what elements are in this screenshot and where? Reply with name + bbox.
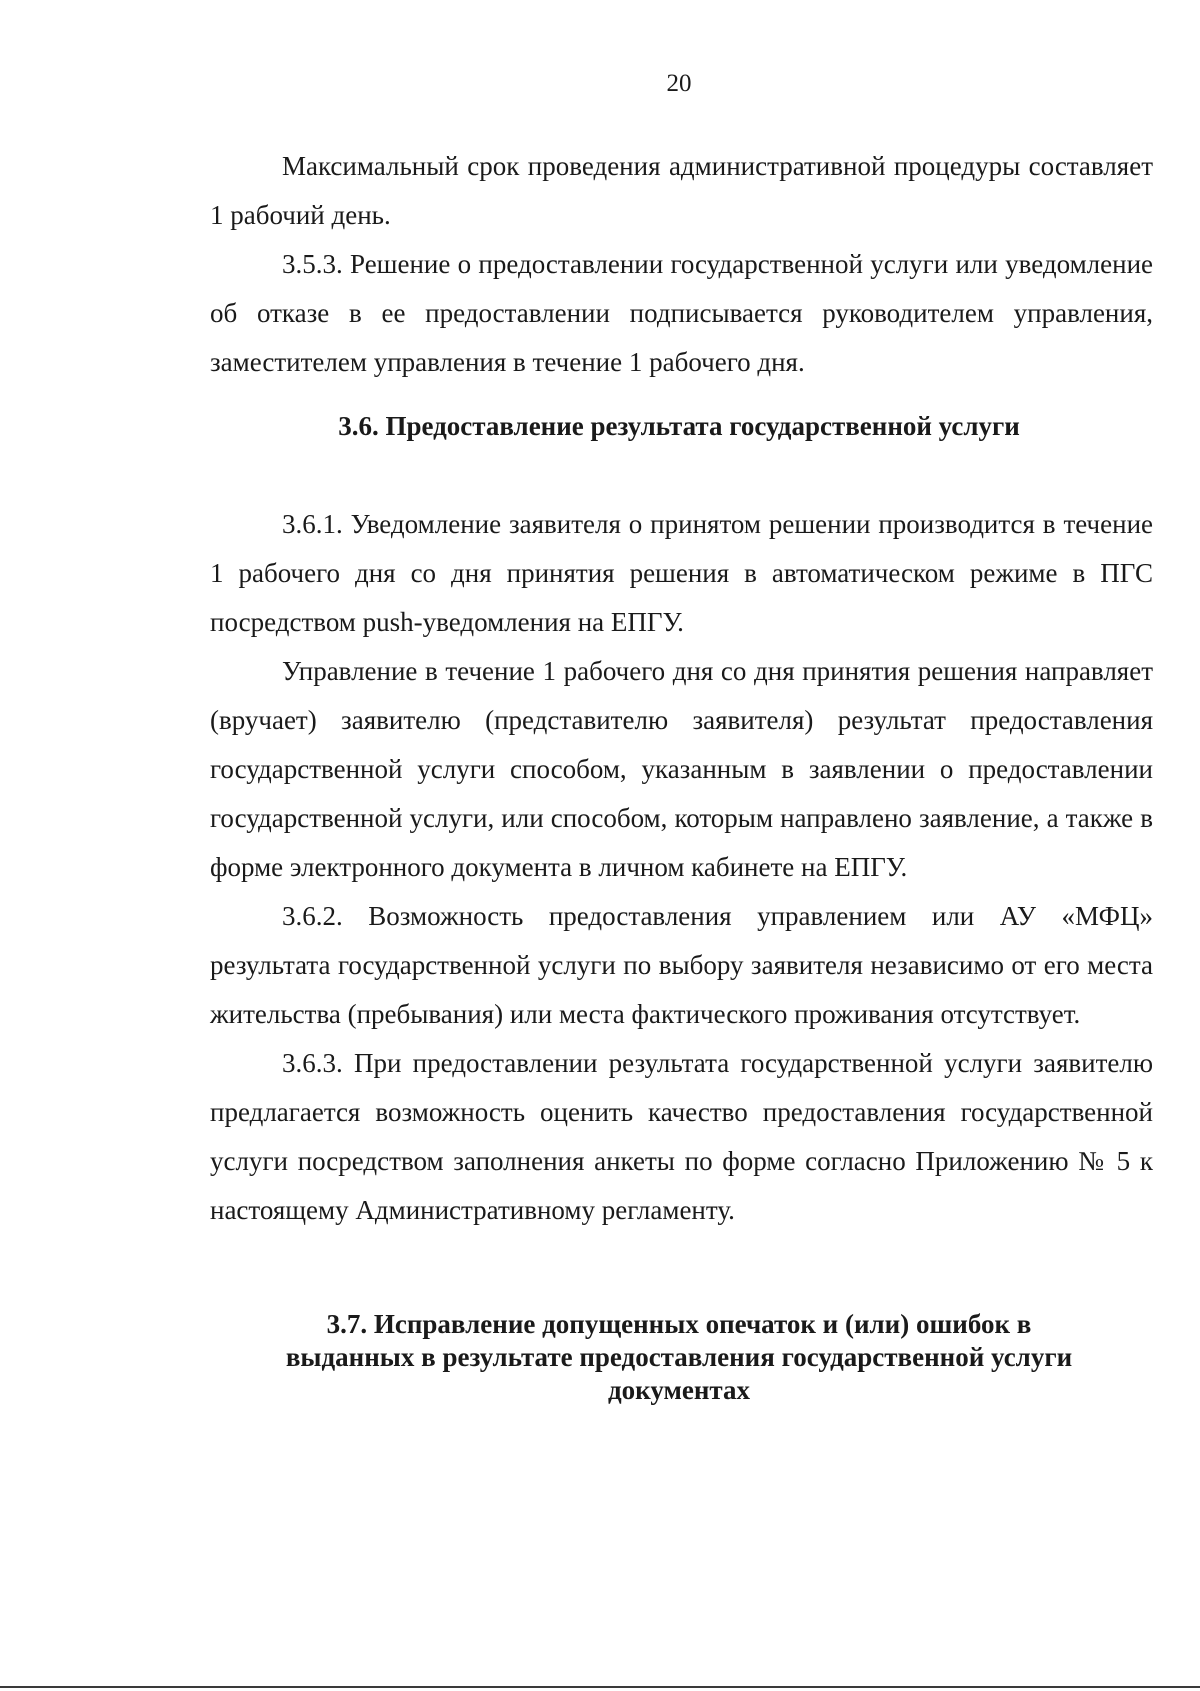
page-number: 20	[666, 70, 692, 97]
paragraph-management: Управление в течение 1 рабочего дня со дня принятия решения направляет (вручает) заявителю (представителю заявителя) результат предоставления государственной услуги способом, указанным в заявлении о предоставлении государственной услуги, или способом, которым направлено заявление, а также в форме электронного документа в личном кабинете на ЕПГУ.	[210, 656, 1153, 882]
section-3-6-body	[210, 500, 1153, 1235]
paragraph-3-6-2: 3.6.2. Возможность предоставления управлением или АУ «МФЦ» результата государственной услуги по выбору заявителя независимо от его места жительства (пребывания) или места фактического проживания отсутствует.	[210, 901, 1153, 1029]
heading-3-7-line-1: 3.7. Исправление допущенных опечаток и (или) ошибок в	[326, 1309, 1032, 1339]
bottom-edge-line	[0, 1686, 1200, 1688]
paragraph-3-5-3: 3.5.3. Решение о предоставлении государственной услуги или уведомление об отказе в ее предоставлении подписывается руководителем управления, заместителем управления в течение 1 рабочего дня.	[210, 249, 1153, 377]
section-heading-3-7	[0, 1308, 1200, 1407]
section-heading-3-6: 3.6. Предоставление результата государственной услуги	[338, 411, 1020, 441]
section-3-5-body	[210, 142, 1153, 387]
paragraph-3-6-1: 3.6.1. Уведомление заявителя о принятом решении производится в течение 1 рабочего дня со дня принятия решения в автоматическом режиме в ПГС посредством push-уведомления на ЕПГУ.	[210, 509, 1153, 637]
heading-3-7-line-2: выданных в результате предоставления государственной услуги	[285, 1342, 1073, 1372]
heading-3-7-line-3: документах	[607, 1375, 750, 1405]
paragraph-3-6-3: 3.6.3. При предоставлении результата государственной услуги заявителю предлагается возможность оценить качество предоставления государственной услуги посредством заполнения анкеты по форме согласно Приложению № 5 к настоящему Административному регламенту.	[210, 1048, 1153, 1225]
paragraph-max-term: Максимальный срок проведения административной процедуры составляет 1 рабочий день.	[210, 151, 1153, 230]
